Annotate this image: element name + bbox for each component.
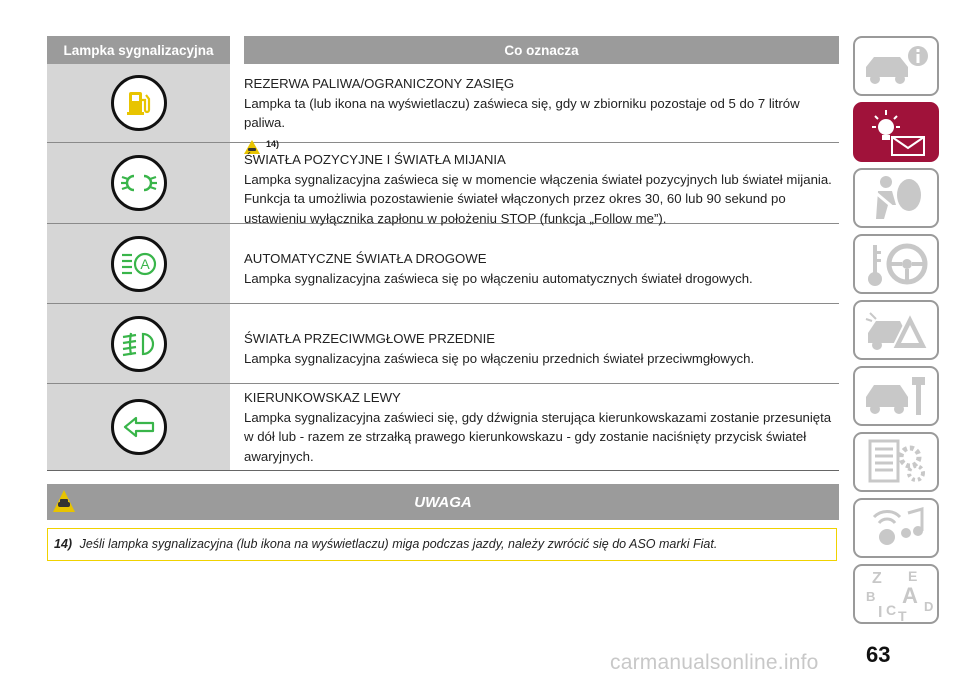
warning-car-icon <box>52 489 76 513</box>
tab-maintenance[interactable] <box>853 366 939 426</box>
table-row <box>47 384 839 471</box>
svg-text:T: T <box>898 608 907 624</box>
tab-safety[interactable] <box>853 168 939 228</box>
position-lights-icon <box>111 155 167 211</box>
table-row <box>47 64 839 149</box>
row-description: Lampka sygnalizacyjna zaświeca się po włączeniu automatycznych świateł drogowych. <box>244 270 753 286</box>
tab-starting-driving[interactable] <box>853 234 939 294</box>
svg-text:A: A <box>902 583 918 608</box>
row-description: Lampka sygnalizacyjna zaświeci się, gdy dźwignia sterująca kierunkowskazami zostanie przesunięta w dół lub - razem ze strzałką prawego kierunkowskazu - gdy zostanie naciśnięty przycisk świateł awaryjnych. <box>244 409 832 464</box>
fuel-reserve-icon <box>111 75 167 131</box>
svg-text:C: C <box>886 602 897 618</box>
watermark: carmanualsonline.info <box>610 651 819 674</box>
front-fog-lights-icon <box>111 316 167 372</box>
warning-lights-icon <box>860 107 932 157</box>
svg-text:I: I <box>878 604 883 621</box>
warning-title: UWAGA <box>414 493 472 511</box>
svg-text:E: E <box>908 568 918 584</box>
warning-lights-table <box>47 36 839 471</box>
row-title: ŚWIATŁA POZYCYJNE I ŚWIATŁA MIJANIA <box>244 152 506 167</box>
svg-text:B: B <box>866 589 876 604</box>
index-letters-icon <box>860 567 934 624</box>
svg-text:D: D <box>924 599 934 614</box>
table-row <box>47 143 839 224</box>
row-description: Lampka ta (lub ikona na wyświetlaczu) zaświeca się, gdy w zbiorniku pozostaje od 5 do 7 litrów paliwa. <box>244 95 800 130</box>
tab-warning-lights[interactable] <box>853 102 939 162</box>
tab-multimedia[interactable] <box>853 498 939 558</box>
maintenance-icon <box>860 371 932 421</box>
left-turn-signal-icon <box>111 399 167 455</box>
auto-high-beam-icon <box>111 236 167 292</box>
table-header <box>47 36 839 64</box>
warning-text: Jeśli lampka sygnalizacyjna (lub ikona na wyświetlaczu) miga podczas jazdy, należy zwrócić się do ASO marki Fiat. <box>79 537 718 551</box>
row-title: REZERWA PALIWA/OGRANICZONY ZASIĘG <box>244 76 515 91</box>
row-description: Lampka sygnalizacyjna zaświeca się w momencie włączenia świateł pozycyjnych lub świateł mijania. Funkcja ta umożliwia pozostawienie świateł włączonych przez okres 30, 60 lub 90 sekund po ustawieniu wyłącznika zapłonu w położeniu STOP (funkcja „Follow me”). <box>244 171 832 226</box>
car-info-icon <box>860 43 932 89</box>
row-title: KIERUNKOWSKAZ LEWY <box>244 390 401 405</box>
page-number: 63 <box>866 642 891 667</box>
emergency-triangle-icon <box>860 305 932 355</box>
tab-car-info[interactable] <box>853 36 939 96</box>
tab-index[interactable] <box>853 564 939 624</box>
row-title: ŚWIATŁA PRZECIWMGŁOWE PRZEDNIE <box>244 331 496 346</box>
steering-key-icon <box>861 239 931 289</box>
footnote-ref: 14) <box>266 138 280 149</box>
warning-note <box>47 528 837 561</box>
svg-text:A: A <box>139 255 150 272</box>
tab-emergency[interactable] <box>853 300 939 360</box>
row-description: Lampka sygnalizacyjna zaświeca się po włączeniu przednich świateł przeciwmgłowych. <box>244 350 755 366</box>
table-row <box>47 224 839 304</box>
table-row <box>47 304 839 384</box>
svg-text:Z: Z <box>872 570 882 587</box>
safety-airbag-icon <box>864 173 928 223</box>
footnote-ref: 14) <box>54 537 73 551</box>
column-header-meaning: Co oznacza <box>230 36 839 64</box>
warning-header <box>47 484 839 520</box>
row-title: AUTOMATYCZNE ŚWIATŁA DROGOWE <box>244 251 487 266</box>
column-header-lamp: Lampka sygnalizacyjna <box>63 42 214 58</box>
multimedia-icon <box>860 503 932 553</box>
tab-technical-data[interactable] <box>853 432 939 492</box>
technical-data-icon <box>860 437 932 487</box>
